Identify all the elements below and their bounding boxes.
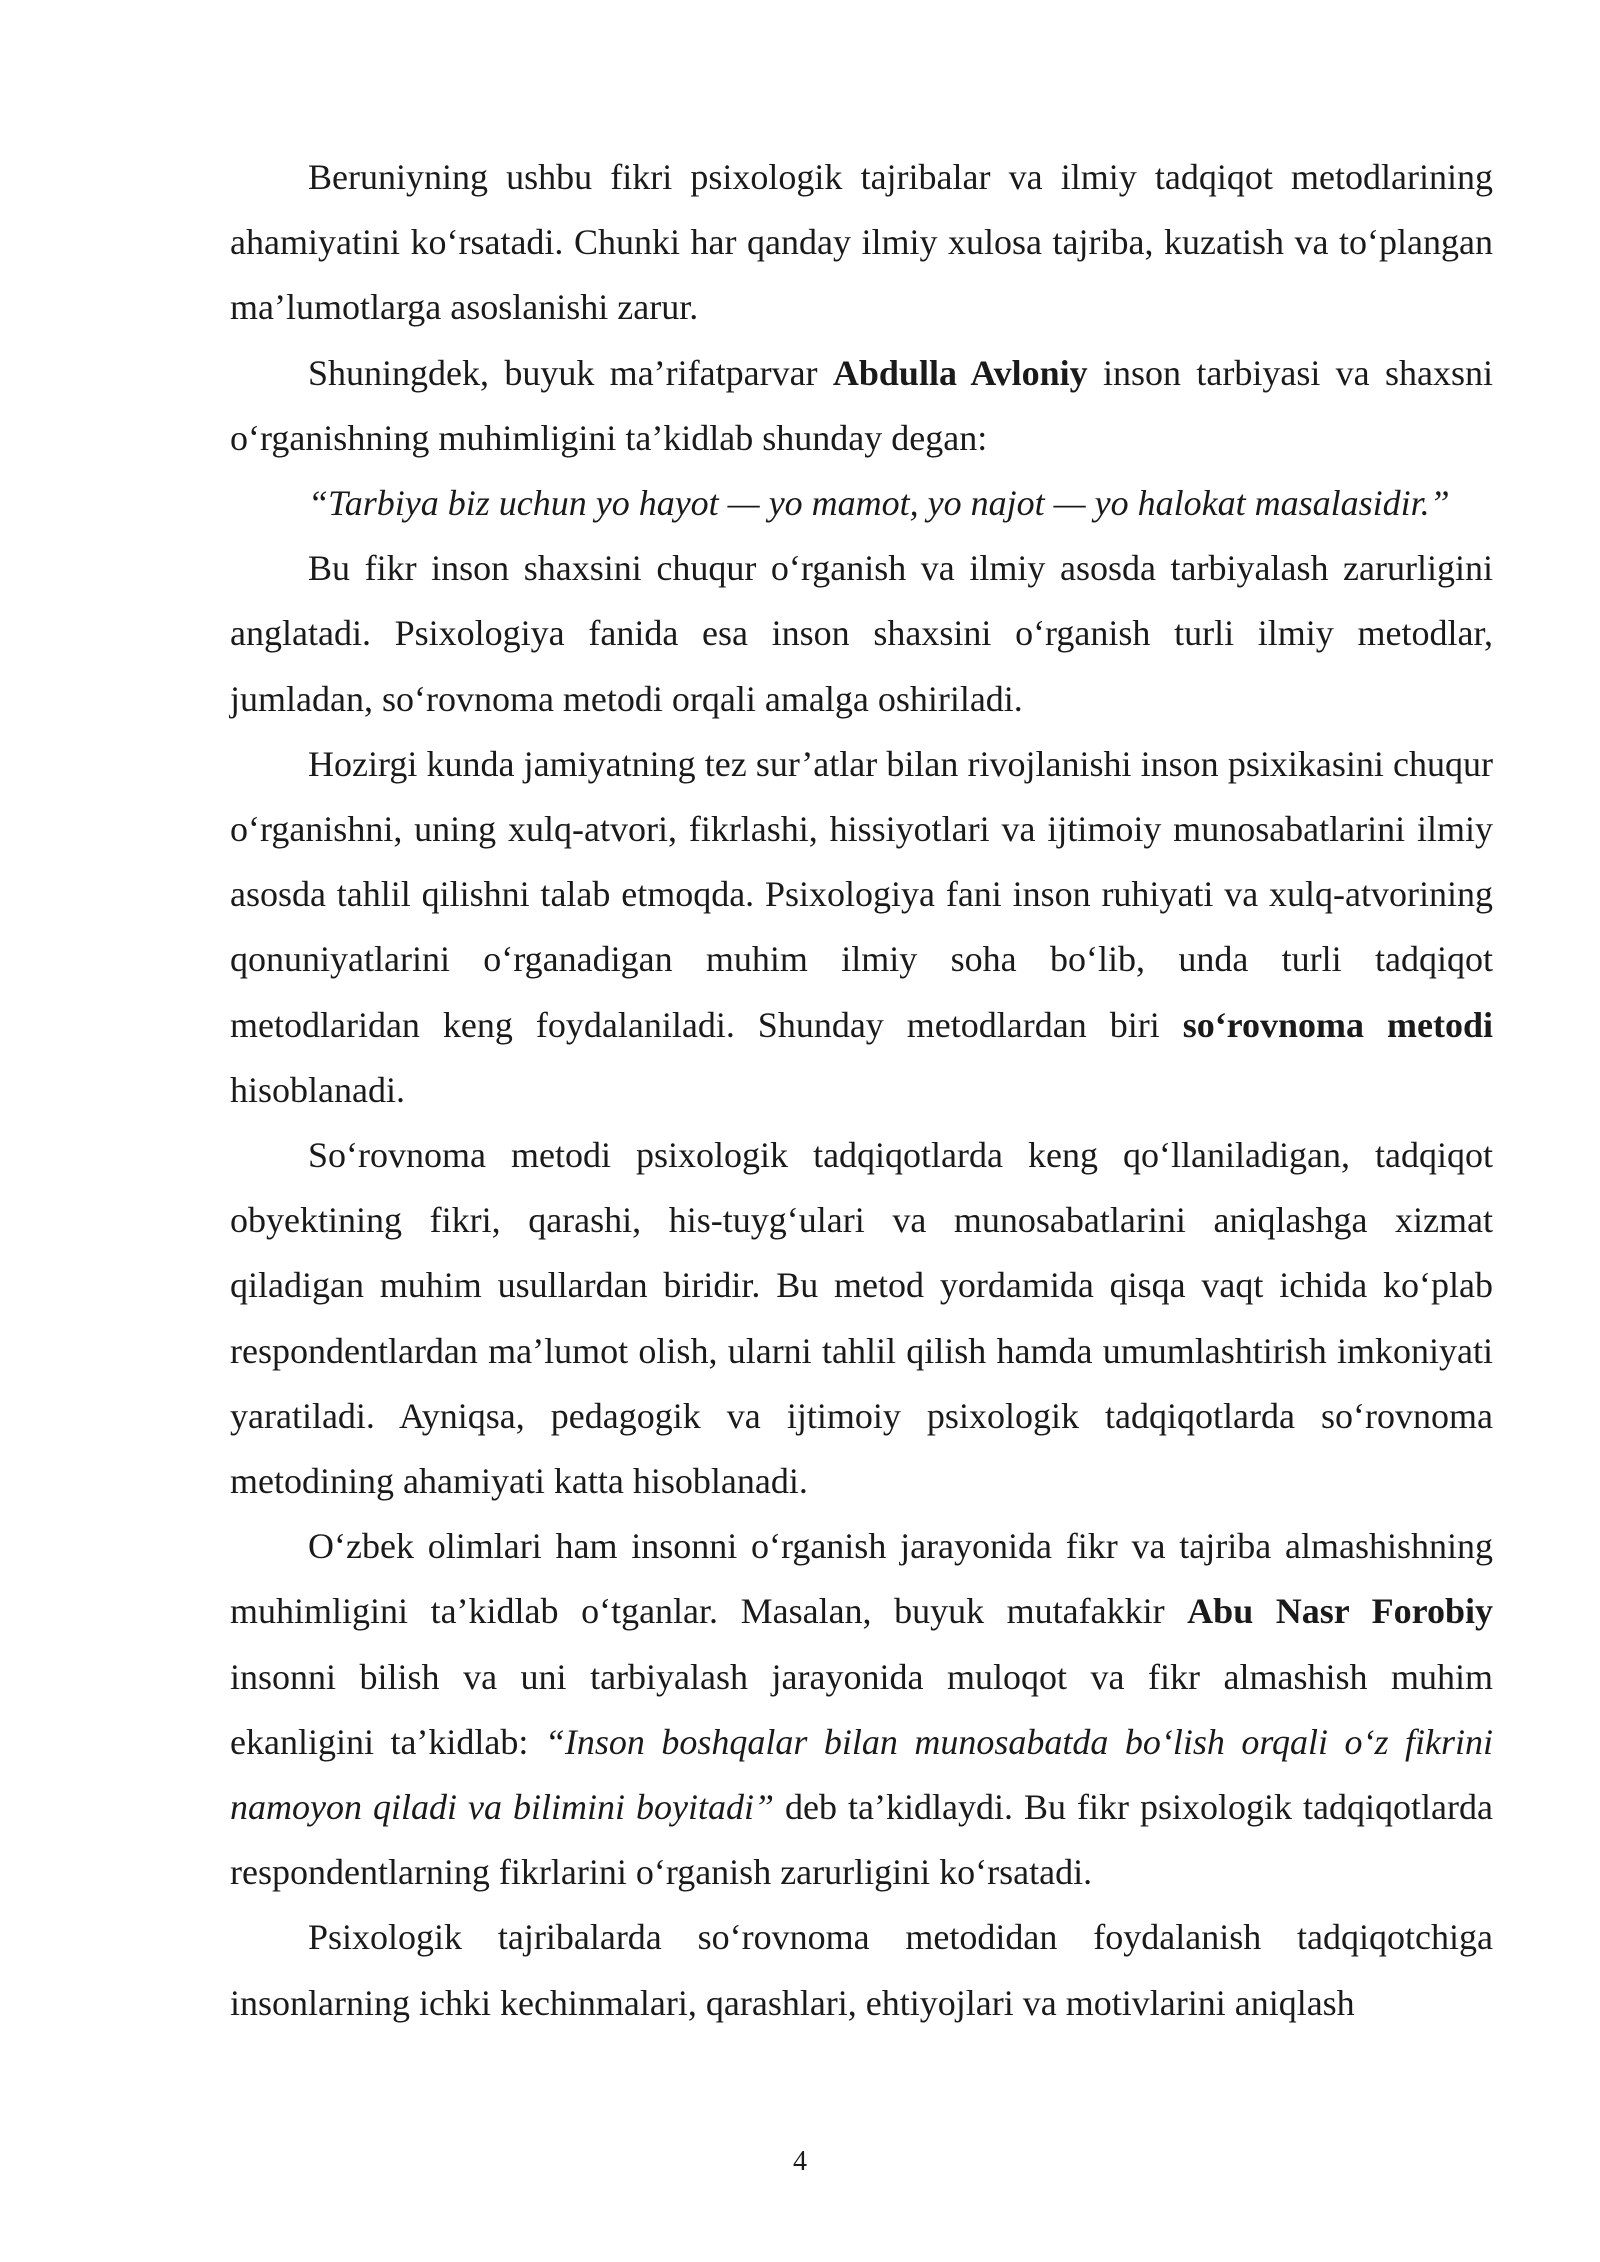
paragraph-text: Beruniyning ushbu fikri psixologik tajribalar va ilmiy tadqiqot metodlarining ahamiyatini ko‘rsatadi. Chunki har qanday ilmiy xulosa tajriba, kuzatish va to‘plangan ma’lumotlarga asoslanishi zarur. bbox=[230, 157, 1493, 328]
paragraph bbox=[230, 536, 1493, 732]
body-text bbox=[230, 145, 1493, 2036]
paragraph-text: Psixologik tajribalarda so‘rovnoma metodidan foydalanish tadqiqotchiga insonlarning ichki kechinmalari, qarashlari, ehtiyojlari va motivlarini aniqlash bbox=[230, 1917, 1493, 2023]
paragraph bbox=[230, 732, 1493, 1123]
paragraph-text: Hozirgi kunda jamiyatning tez sur’atlar bilan rivojlanishi inson psixikasini chuqur o‘rganishni, uning xulq-atvori, fikrlashi, hissiyotlari va ijtimoiy munosabatlarini ilmiy asosda tahlil qilishni talab etmoqda. Psixologiya fani inson ruhiyati va xulq-atvorining qonuniyatlarini o‘rganadigan muhim ilmiy soha bo‘lib, unda turli tadqiqot metodlaridan keng foydalaniladi. Shunday metodlardan biri bbox=[230, 743, 1493, 1045]
page-number: 4 bbox=[793, 2146, 807, 2177]
italic-quote-forobiy: “Inson boshqalar bilan munosabatda bo‘lish orqali o‘z fikrini namoyon qiladi va bilimini boyitadi” bbox=[230, 1721, 1493, 1828]
bold-name-avloniy: Abdulla Avloniy bbox=[832, 352, 1088, 393]
quote-paragraph bbox=[230, 471, 1493, 536]
paragraph bbox=[230, 1123, 1493, 1514]
paragraph bbox=[230, 145, 1493, 341]
paragraph-text: So‘rovnoma metodi psixologik tadqiqotlarda keng qo‘llaniladigan, tadqiqot obyektining fikri, qarashi, his-tuyg‘ulari va munosabatlarini aniqlashga xizmat qiladigan muhim usullardan biridir. Bu metod yordamida qisqa vaqt ichida ko‘plab respondentlardan ma’lumot olish, ularni tahlil qilish hamda umumlashtirish imkoniyati yaratiladi. Ayniqsa, pedagogik va ijtimoiy psixologik tadqiqotlarda so‘rovnoma metodining ahamiyati katta hisoblanadi. bbox=[230, 1135, 1493, 1502]
paragraph bbox=[230, 1514, 1493, 1905]
bold-name-forobiy: Abu Nasr Forobiy bbox=[1187, 1591, 1494, 1632]
bold-term-sorovnoma-metodi: so‘rovnoma metodi bbox=[1182, 1004, 1493, 1045]
quote-text: “Tarbiya biz uchun yo hayot — yo mamot, yo najot — yo halokat masalasidir.” bbox=[308, 483, 1450, 524]
paragraph-text: O‘zbek olimlari ham insonni o‘rganish jarayonida fikr va tajriba almashishning muhimligini ta’kidlab o‘tganlar. Masalan, buyuk mutafakkir bbox=[230, 1526, 1493, 1632]
paragraph-text: Bu fikr inson shaxsini chuqur o‘rganish va ilmiy asosda tarbiyalash zarurligini anglatadi. Psixologiya fanida esa inson shaxsini o‘rganish turli ilmiy metodlar, jumladan, so‘rovnoma metodi orqali amalga oshiriladi. bbox=[230, 548, 1493, 719]
paragraph-text: hisoblanadi. bbox=[230, 1069, 405, 1110]
paragraph bbox=[230, 1905, 1493, 2035]
paragraph-text: deb ta’kidlaydi. Bu fikr psixologik tadqiqotlarda respondentlarning fikrlarini o‘rganish zarurligini ko‘rsatadi. bbox=[230, 1787, 1493, 1893]
paragraph bbox=[230, 341, 1493, 471]
paragraph-text: insonni bilish va uni tarbiyalash jarayonida muloqot va fikr almashish muhim ekanligini ta’kidlab: bbox=[230, 1656, 1493, 1762]
paragraph-text: Shuningdek, buyuk ma’rifatparvar bbox=[308, 352, 833, 393]
paragraph-text: inson tarbiyasi va shaxsni o‘rganishning muhimligini ta’kidlab shunday degan: bbox=[230, 352, 1493, 458]
